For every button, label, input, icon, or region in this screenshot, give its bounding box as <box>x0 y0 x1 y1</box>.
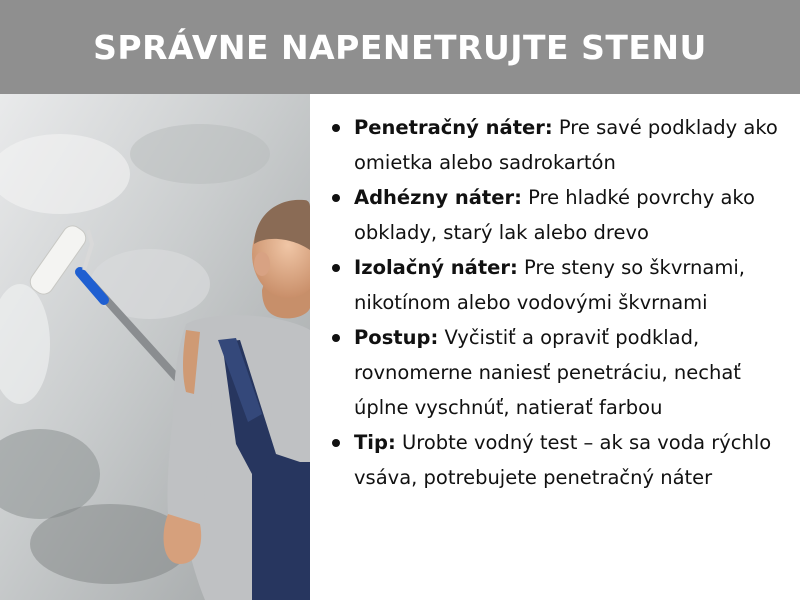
page-title: SPRÁVNE NAPENETRUJTE STENU <box>93 27 707 67</box>
bullet-text: Pre savé podklady ako omietka alebo sadrokartón <box>354 116 778 174</box>
bullet-icon <box>332 124 340 132</box>
bullet-term: Izolačný náter: <box>354 256 518 279</box>
tips-list <box>328 110 790 495</box>
list-item <box>328 180 790 250</box>
bullet-text: Urobte vodný test – ak sa voda rýchlo vsáva, potrebujete penetračný náter <box>354 431 772 489</box>
bullet-term: Penetračný náter: <box>354 116 553 139</box>
painter-rolling-wall-photo <box>0 94 310 600</box>
bullet-text: Pre hladké povrchy ako obklady, starý lak alebo drevo <box>354 186 755 244</box>
list-item <box>328 110 790 180</box>
bullet-text: Vyčistiť a opraviť podklad, rovnomerne naniesť penetráciu, nechať úplne vyschnúť, natierať farbou <box>354 326 741 419</box>
bullet-icon <box>332 334 340 342</box>
bullet-icon <box>332 264 340 272</box>
bullet-text: Pre steny so škvrnami, nikotínom alebo vodovými škvrnami <box>354 256 745 314</box>
bullet-icon <box>332 194 340 202</box>
bullet-term: Adhézny náter: <box>354 186 522 209</box>
bullet-term: Tip: <box>354 431 396 454</box>
tips-content <box>328 110 790 495</box>
header-banner <box>0 0 800 94</box>
list-item <box>328 425 790 495</box>
list-item <box>328 320 790 425</box>
list-item <box>328 250 790 320</box>
bullet-icon <box>332 439 340 447</box>
bullet-term: Postup: <box>354 326 439 349</box>
